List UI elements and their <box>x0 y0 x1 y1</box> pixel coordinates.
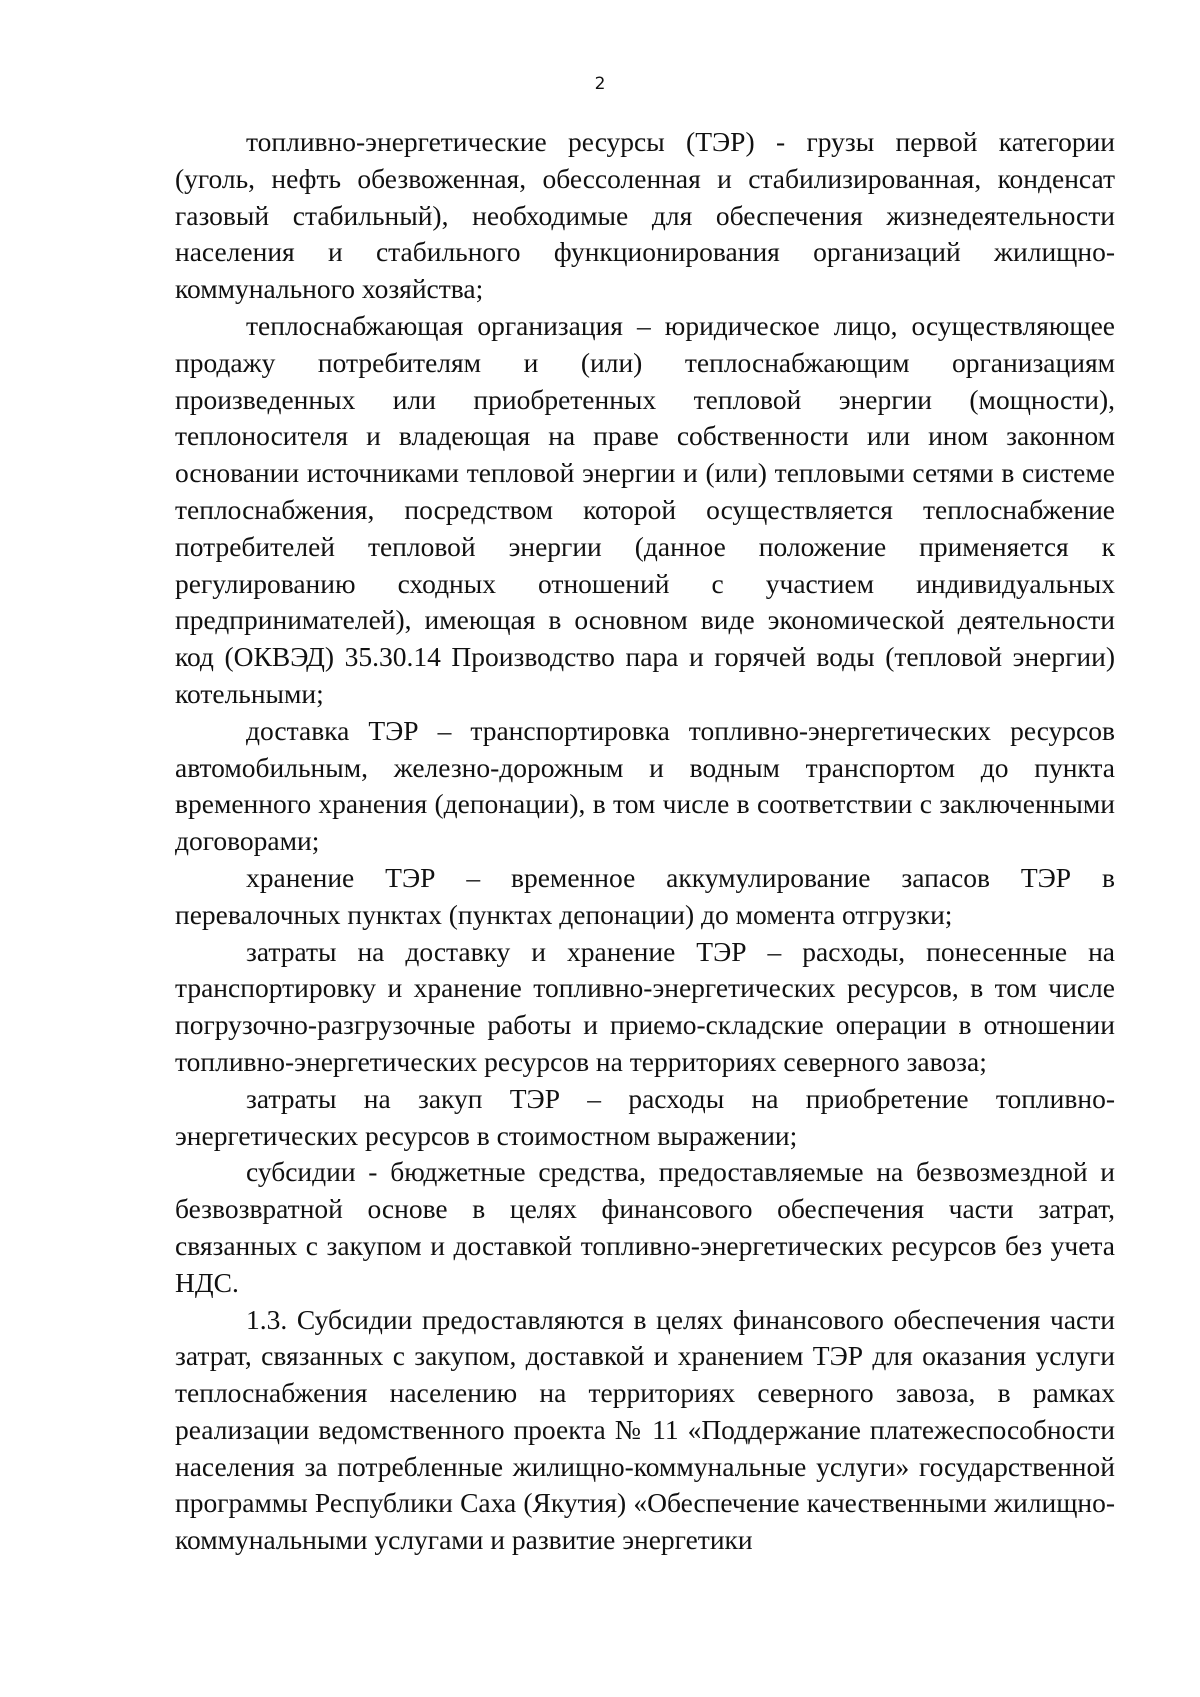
paragraph-storage-definition: хранение ТЭР – временное аккумулирование запасов ТЭР в перевалочных пунктах (пунктах депонации) до момента отгрузки; <box>175 861 1115 930</box>
paragraph-clause-1-3: 1.3. Субсидии предоставляются в целях финансового обеспечения части затрат, связанных с закупом, доставкой и хранением ТЭР для оказания услуги теплоснабжения населению на территориях северного завоза, в рамках реализации ведомственного проекта № 11 «Поддержание платежеспособности населения за потребленные жилищно-коммунальные услуги» государственной программы Республики Саха (Якутия) «Обеспечение качественными жилищно-коммунальными услугами и развитие энергетики <box>175 1303 1115 1556</box>
paragraph-delivery-storage-costs-definition: затраты на доставку и хранение ТЭР – расходы, понесенные на транспортировку и хранение топливно-энергетических ресурсов, в том числе погрузочно-разгрузочные работы и приемо-складские операции в отношении топливно-энергетических ресурсов на территориях северного завоза; <box>175 935 1115 1077</box>
paragraph-heat-supply-organization-definition: теплоснабжающая организация – юридическое лицо, осуществляющее продажу потребителям и (или) теплоснабжающим организациям произведенных или приобретенных тепловой энергии (мощности), теплоносителя и владеющая на праве собственности или ином законном основании источниками тепловой энергии и (или) тепловыми сетями в системе теплоснабжения, посредством которой осуществляется теплоснабжение потребителей тепловой энергии (данное положение применяется к регулированию сходных отношений с участием индивидуальных предпринимателей), имеющая в основном виде экономической деятельности код (ОКВЭД) 35.30.14 Производство пара и горячей воды (тепловой энергии) котельными; <box>175 309 1115 709</box>
paragraph-purchase-costs-definition: затраты на закуп ТЭР – расходы на приобретение топливно-энергетических ресурсов в стоимостном выражении; <box>175 1082 1115 1151</box>
page-number: 2 <box>594 74 606 94</box>
document-body <box>175 124 1115 1559</box>
paragraph-fuel-resources-definition: топливно-энергетические ресурсы (ТЭР) - грузы первой категории (уголь, нефть обезвоженная, обессоленная и стабилизированная, конденсат газовый стабильный), необходимые для обеспечения жизнедеятельности населения и стабильного функционирования организаций жилищно-коммунального хозяйства; <box>175 126 1115 305</box>
paragraph-subsidies-definition: субсидии - бюджетные средства, предоставляемые на безвозмездной и безвозвратной основе в целях финансового обеспечения части затрат, связанных с закупом и доставкой топливно-энергетических ресурсов без учета НДС. <box>175 1156 1115 1298</box>
paragraph-delivery-definition: доставка ТЭР – транспортировка топливно-энергетических ресурсов автомобильным, железно-дорожным и водным транспортом до пункта временного хранения (депонации), в том числе в соответствии с заключенными договорами; <box>175 714 1115 857</box>
